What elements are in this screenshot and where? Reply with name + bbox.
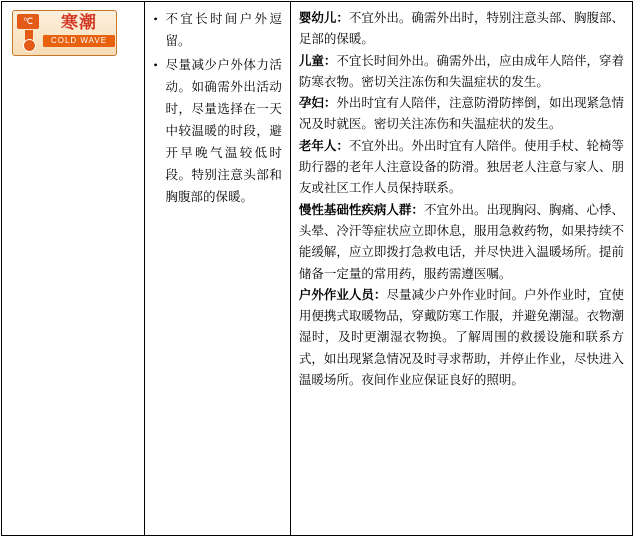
list-item-text: 尽量减少户外体力活动。如确需外出活动时，尽量选择在一天中较温暖的时段，避开早晚气温较低时段。特别注意头部和胸腹部的保暖。 [165,58,282,204]
thermometer-unit-label: ℃ [17,14,39,29]
badge-text-group [43,13,115,47]
table-row [2,2,633,536]
list-item [153,54,281,208]
cold-wave-advice-table [1,1,633,536]
paragraph-label: 儿童： [298,53,337,68]
document-page [0,1,634,538]
icon-wrap [2,2,144,56]
paragraph-label: 老年人： [298,138,349,153]
thermometer-bulb [23,39,36,52]
paragraph-text: 不宜外出。出现胸闷、胸痛、心悸、头晕、冷汗等症状应立即休息，服用急救药物，如果持续不能缓解，应立即拨打急救电话，并尽快进入温暖场所。提前储备一定量的常用药，服药需遵医嘱。 [298,202,624,281]
body-cell [290,2,632,536]
paragraph-label: 户外作业人员： [298,287,387,302]
paragraph-outdoor-workers [299,285,624,391]
bullet-icon: • [153,12,158,26]
body-paragraphs [291,2,632,395]
paragraph-infants [299,8,624,51]
badge-chinese-label: 寒潮 [61,13,97,32]
paragraph-label: 孕妇： [298,96,337,111]
bullet-list [145,2,289,216]
paragraph-label: 婴幼儿： [298,11,349,25]
paragraph-children [299,51,624,94]
list-item-text: 不宜长时间户外逗留。 [165,12,282,48]
list-item [153,8,281,52]
paragraph-text: 外出时宜有人陪伴，注意防滑防摔倒，如出现紧急情况及时就医。密切关注冻伤和失温症状的发生。 [298,96,624,132]
paragraph-label: 慢性基础性疾病人群： [298,202,424,217]
cold-wave-warning-icon [12,10,117,56]
thermometer-icon [17,14,41,52]
paragraph-pregnant [299,93,624,136]
paragraph-elderly [299,136,624,200]
paragraph-text: 不宜长时间外出。确需外出，应由成年人陪伴，穿着防寒衣物。密切关注冻伤和失温症状的发生。 [298,53,624,89]
paragraph-text: 不宜外出。外出时宜有人陪伴。使用手杖、轮椅等助行器的老年人注意设备的防滑。独居老人注意与家人、朋友或社区工作人员保持联系。 [298,138,624,196]
paragraph-chronic-illness [299,200,624,285]
icon-cell [2,2,145,536]
bullet-icon: • [153,58,158,72]
paragraph-text: 不宜外出。确需外出时，特别注意头部、胸腹部、足部的保暖。 [298,11,624,47]
badge-english-label: COLD WAVE [43,35,115,47]
bullet-list-cell [145,2,290,536]
paragraph-text: 尽量减少户外作业时间。户外作业时，宜使用便携式取暖物品，穿戴防寒工作服，并避免潮湿。衣物潮湿时，及时更潮湿衣物换。了解周围的救援设施和联系方式，如出现紧急情况及时寻求帮助，并停止作业，尽快进入温暖场所。夜间作业应保证良好的照明。 [298,287,624,388]
